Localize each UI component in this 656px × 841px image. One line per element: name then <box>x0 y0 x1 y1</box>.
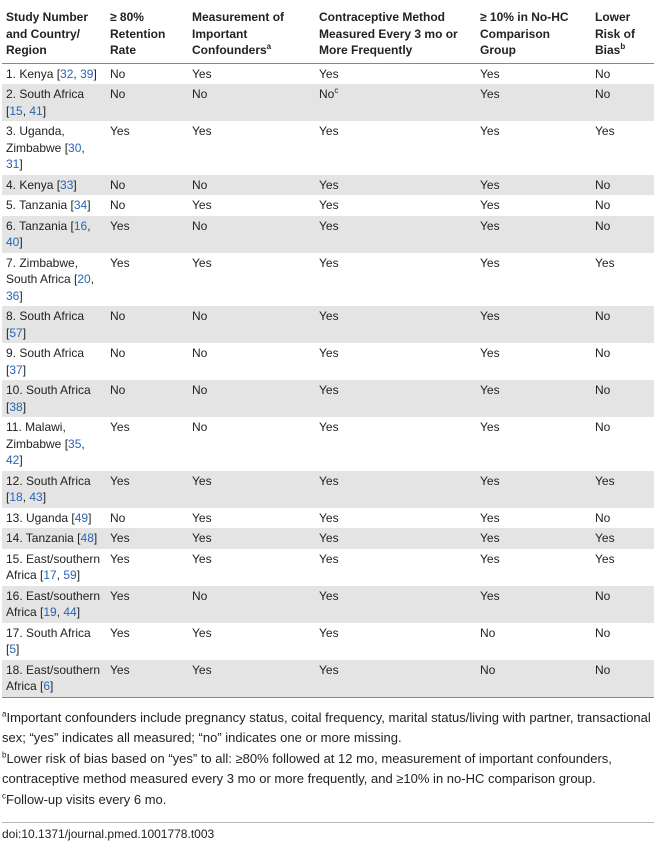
cell-study: 1. Kenya [32, 39] <box>6 66 97 81</box>
cell-bias: No <box>595 198 611 212</box>
reference-link[interactable]: 36 <box>6 288 20 303</box>
cell-confounders: Yes <box>192 625 212 640</box>
cell-study: 6. Tanzania [16, 40] <box>6 218 91 249</box>
cell-retention: Yes <box>110 255 130 270</box>
table-row <box>2 175 654 196</box>
cell-bias: No <box>595 177 611 192</box>
cell-retention: Yes <box>110 124 130 138</box>
cell-study: 3. Uganda, Zimbabwe [30, 31] <box>6 124 85 171</box>
cell-bias: No <box>595 588 611 603</box>
cell-no-hc: Yes <box>480 66 500 81</box>
cell-retention: Yes <box>110 588 130 603</box>
cell-no-hc: Yes <box>480 198 500 212</box>
cell-confounders: Yes <box>192 255 212 270</box>
cell-no-hc: Yes <box>480 531 500 545</box>
cell-no-hc: Yes <box>480 420 500 434</box>
cell-confounders: No <box>192 420 208 434</box>
cell-bias: No <box>595 309 611 323</box>
cell-study: 16. East/southern Africa [19, 44] <box>6 588 101 619</box>
table-row <box>2 623 654 660</box>
cell-method: Yes <box>319 66 339 81</box>
reference-link[interactable]: 37 <box>9 362 23 377</box>
reference-link[interactable]: 59 <box>63 568 77 582</box>
cell-retention: Yes <box>110 625 130 640</box>
table-row <box>2 586 654 623</box>
cell-study: 13. Uganda [49] <box>6 510 92 525</box>
cell-retention: No <box>110 198 126 212</box>
table-row <box>2 84 654 121</box>
cell-bias: Yes <box>595 124 615 138</box>
cell-study: 5. Tanzania [34] <box>6 198 91 212</box>
cell-method: Yes <box>319 383 339 397</box>
footnote-b: $^b$Lower risk of bias based on “yes” to all: ≥80% followed at 12 mo, measurement of important confounders, contraceptive method measured every 3 mo or more frequently, and ≥10% in no-HC comparison group. <box>2 750 612 786</box>
table-row <box>2 508 654 529</box>
reference-link[interactable]: 57 <box>9 325 23 340</box>
cell-retention: No <box>110 66 126 81</box>
cell-method: Yes <box>319 510 339 525</box>
table-row <box>2 121 654 175</box>
cell-confounders: No <box>192 177 208 192</box>
table-row <box>2 471 654 508</box>
cell-no-hc: Yes <box>480 510 500 525</box>
cell-bias: No <box>595 625 611 640</box>
cell-study: 18. East/southern Africa [6] <box>6 662 101 693</box>
header-confounders: Measurement of Important Confounders$^a$ <box>192 10 285 57</box>
cell-method: Yes <box>319 255 339 270</box>
cell-retention: Yes <box>110 662 130 677</box>
cell-confounders: Yes <box>192 66 212 81</box>
cell-study: 15. East/southern Africa [17, 59] <box>6 551 101 582</box>
reference-link[interactable]: 32 <box>60 66 74 81</box>
cell-method: Yes <box>319 588 339 603</box>
cell-bias: No <box>595 66 611 81</box>
reference-link[interactable]: 34 <box>73 198 88 212</box>
cell-method: Yes <box>319 218 339 233</box>
cell-retention: Yes <box>110 473 130 488</box>
footnotes <box>2 708 654 811</box>
cell-bias: No <box>595 420 611 434</box>
cell-no-hc: Yes <box>480 218 500 233</box>
cell-no-hc: Yes <box>480 551 500 566</box>
table-row <box>2 528 654 549</box>
reference-link[interactable]: 20 <box>77 272 91 286</box>
cell-method: Yes <box>319 346 339 360</box>
table-row <box>2 195 654 216</box>
cell-method: Yes <box>319 177 339 192</box>
cell-method: No$^c$ <box>319 86 339 101</box>
cell-bias: Yes <box>595 551 615 566</box>
cell-method: Yes <box>319 124 339 138</box>
study-quality-table <box>2 2 654 698</box>
cell-confounders: No <box>192 588 208 603</box>
cell-method: Yes <box>319 309 339 323</box>
cell-bias: No <box>595 383 611 397</box>
cell-bias: No <box>595 218 611 233</box>
cell-no-hc: Yes <box>480 255 500 270</box>
table-row <box>2 549 654 586</box>
table-row <box>2 63 654 84</box>
cell-method: Yes <box>319 662 339 677</box>
cell-no-hc: Yes <box>480 87 500 101</box>
cell-method: Yes <box>319 420 339 434</box>
table-row <box>2 660 654 698</box>
cell-no-hc: Yes <box>480 588 500 603</box>
cell-bias: No <box>595 87 611 101</box>
reference-link[interactable]: 41 <box>29 103 43 118</box>
cell-study: 10. South Africa [38] <box>6 383 91 414</box>
cell-confounders: Yes <box>192 124 212 138</box>
cell-retention: No <box>110 87 126 101</box>
table-header <box>2 2 654 63</box>
cell-no-hc: Yes <box>480 346 500 360</box>
cell-confounders: Yes <box>192 198 212 212</box>
header-study: Study Number and Country/ Region <box>6 10 89 57</box>
table-row <box>2 216 654 253</box>
reference-link[interactable]: 33 <box>60 177 74 192</box>
cell-confounders: Yes <box>192 662 212 677</box>
table-row <box>2 253 654 307</box>
reference-link[interactable]: 16 <box>73 218 88 233</box>
cell-confounders: No <box>192 218 208 233</box>
cell-confounders: Yes <box>192 531 212 545</box>
header-bias: Lower Risk of Bias$^b$ <box>595 10 636 57</box>
cell-bias: No <box>595 662 611 677</box>
reference-link[interactable]: 19 <box>43 605 57 619</box>
cell-retention: No <box>110 346 126 360</box>
cell-study: 4. Kenya [33] <box>6 177 77 192</box>
study-quality-table-container <box>2 2 654 841</box>
cell-no-hc: No <box>480 662 496 677</box>
header-row <box>2 2 654 63</box>
cell-bias: Yes <box>595 531 615 545</box>
cell-study: 12. South Africa [18, 43] <box>6 473 91 504</box>
reference-link[interactable]: 31 <box>6 157 20 171</box>
cell-no-hc: Yes <box>480 383 500 397</box>
reference-link[interactable]: 17 <box>43 568 57 582</box>
cell-confounders: No <box>192 346 208 360</box>
table-row <box>2 380 654 417</box>
cell-method: Yes <box>319 473 339 488</box>
cell-study: 2. South Africa [15, 41] <box>6 87 85 118</box>
table-body <box>2 63 654 697</box>
cell-confounders: No <box>192 309 208 323</box>
cell-retention: Yes <box>110 218 130 233</box>
footnote-a: $^a$Important confounders include pregnancy status, coital frequency, marital status/living with partner, transactional sex; “yes” indicates all measured; “no” indicates one or more missing. <box>2 709 651 745</box>
cell-confounders: Yes <box>192 510 212 525</box>
cell-retention: No <box>110 383 126 397</box>
reference-link[interactable]: 40 <box>6 235 20 249</box>
cell-retention: No <box>110 177 126 192</box>
reference-link[interactable]: 48 <box>80 531 94 545</box>
cell-no-hc: Yes <box>480 124 500 138</box>
cell-method: Yes <box>319 551 339 566</box>
cell-method: Yes <box>319 531 339 545</box>
cell-bias: Yes <box>595 473 615 488</box>
reference-link[interactable]: 44 <box>63 605 77 619</box>
cell-confounders: No <box>192 383 208 397</box>
cell-retention: Yes <box>110 420 130 434</box>
header-method: Contraceptive Method Measured Every 3 mo or More Frequently <box>319 10 458 57</box>
cell-retention: No <box>110 510 126 525</box>
cell-study: 7. Zimbabwe, South Africa [20, 36] <box>6 255 95 303</box>
cell-retention: No <box>110 309 126 323</box>
cell-study: 11. Malawi, Zimbabwe [35, 42] <box>6 420 85 467</box>
cell-retention: Yes <box>110 531 130 545</box>
cell-no-hc: Yes <box>480 473 500 488</box>
cell-study: 14. Tanzania [48] <box>6 531 98 545</box>
cell-confounders: No <box>192 87 208 101</box>
reference-link[interactable]: 43 <box>29 490 43 504</box>
cell-confounders: Yes <box>192 473 212 488</box>
cell-bias: No <box>595 510 611 525</box>
cell-confounders: Yes <box>192 551 212 566</box>
cell-method: Yes <box>319 625 339 640</box>
cell-bias: Yes <box>595 255 615 270</box>
reference-link[interactable]: 18 <box>9 490 23 504</box>
table-row <box>2 417 654 471</box>
reference-link[interactable]: 5 <box>9 642 17 656</box>
doi-label: doi:10.1371/journal.pmed.1001778.t003 <box>2 822 654 841</box>
reference-link[interactable]: 15 <box>9 103 23 118</box>
cell-study: 9. South Africa [37] <box>6 346 85 377</box>
cell-study: 17. South Africa [5] <box>6 625 91 656</box>
header-retention: ≥ 80% Retention Rate <box>110 10 166 57</box>
reference-link[interactable]: 42 <box>6 453 20 467</box>
reference-link[interactable]: 6 <box>43 679 51 693</box>
header-no-hc: ≥ 10% in No-HC Comparison Group <box>480 10 569 57</box>
cell-no-hc: Yes <box>480 177 500 192</box>
cell-method: Yes <box>319 198 339 212</box>
reference-link[interactable]: 35 <box>68 436 82 451</box>
cell-study: 8. South Africa [57] <box>6 309 85 340</box>
cell-retention: Yes <box>110 551 130 566</box>
reference-link[interactable]: 49 <box>74 510 89 525</box>
reference-link[interactable]: 30 <box>68 140 82 155</box>
cell-no-hc: Yes <box>480 309 500 323</box>
footnote-c: $^c$Follow-up visits every 6 mo. <box>2 791 167 807</box>
table-row <box>2 343 654 380</box>
reference-link[interactable]: 38 <box>9 399 23 414</box>
reference-link[interactable]: 39 <box>80 66 94 81</box>
cell-no-hc: No <box>480 625 496 640</box>
cell-bias: No <box>595 346 611 360</box>
table-row <box>2 306 654 343</box>
